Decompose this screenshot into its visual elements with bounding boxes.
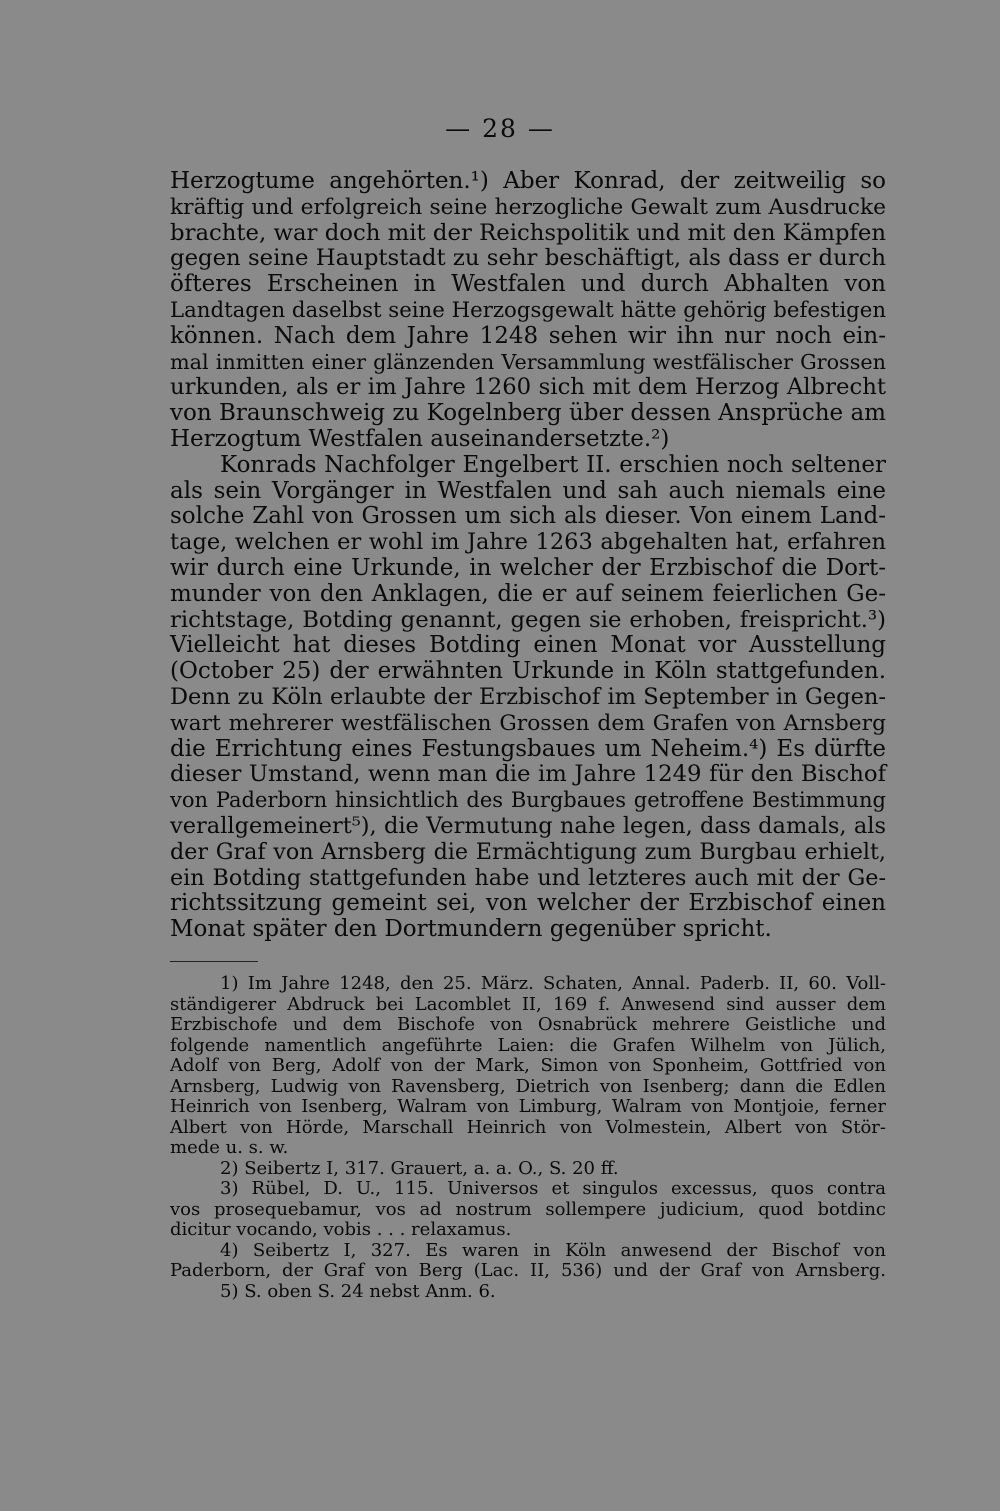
text-line: der Graf von Arnsberg die Ermächtigung zum Burgbau erhielt, bbox=[170, 838, 886, 865]
footnote-line: Arnsberg, Ludwig von Ravensberg, Dietrich von Isenberg; dann die Edlen bbox=[170, 1075, 886, 1097]
text-line: gegen seine Hauptstadt zu sehr beschäftigt, als dass er durch bbox=[170, 245, 886, 272]
page-number: — 28 — bbox=[445, 114, 555, 143]
main-text bbox=[170, 169, 886, 943]
footnotes bbox=[170, 974, 886, 1302]
text-line: wir durch eine Urkunde, in welcher der Erzbischof die Dort- bbox=[170, 554, 886, 581]
text-line: von Braunschweig zu Kogelnberg über dessen Ansprüche am bbox=[170, 400, 886, 427]
text-line: dieser Umstand, wenn man die im Jahre 1249 für den Bischof bbox=[170, 761, 886, 788]
footnote-line: ständigerer Abdruck bei Lacomblet II, 169 f. Anwesend sind ausser dem bbox=[170, 993, 886, 1015]
footnote-line: folgende namentlich angeführte Laien: die Grafen Wilhelm von Jülich, bbox=[170, 1034, 886, 1056]
footnote-line: mede u. s. w. bbox=[170, 1137, 289, 1158]
text-line: Denn zu Köln erlaubte der Erzbischof im September in Gegen- bbox=[170, 683, 886, 710]
text-line: können. Nach dem Jahre 1248 sehen wir ihn nur noch ein- bbox=[170, 322, 886, 349]
footnote-line: 3) Rübel, D. U., 115. Universos et singulos excessus, quos contra bbox=[220, 1178, 886, 1199]
footnote-line: vos prosequebamur, vos ad nostrum sollempere judicium, quod botdinc bbox=[170, 1198, 886, 1220]
text-line: von Paderborn hinsichtlich des Burgbaues getroffene Bestimmung bbox=[170, 788, 886, 813]
footnote-line: Heinrich von Isenberg, Walram von Limburg, Walram von Montjoie, ferner bbox=[170, 1096, 886, 1117]
footnote-line: Erzbischofe und dem Bischofe von Osnabrück mehrere Geistliche und bbox=[170, 1014, 886, 1035]
footnote-line: 5) S. oben S. 24 nebst Anm. 6. bbox=[220, 1280, 496, 1302]
footnote-line: Paderborn, der Graf von Berg (Lac. II, 536) und der Graf von Arnsberg. bbox=[170, 1260, 886, 1281]
footnote-line: 4) Seibertz I, 327. Es waren in Köln anwesend der Bischof von bbox=[220, 1239, 886, 1261]
text-line: munder von den Anklagen, die er auf seinem feierlichen Ge- bbox=[170, 580, 886, 607]
text-line: Landtagen daselbst seine Herzogsgewalt hätte gehörig befestigen bbox=[170, 297, 886, 323]
text-line: Vielleicht hat dieses Botding einen Monat vor Ausstellung bbox=[170, 632, 886, 659]
text-line: urkunden, als er im Jahre 1260 sich mit dem Herzog Albrecht bbox=[170, 374, 886, 401]
text-line: kräftig und erfolgreich seine herzogliche Gewalt zum Ausdrucke bbox=[170, 194, 886, 220]
text-line: richtssitzung gemeint sei, von welcher der Erzbischof einen bbox=[170, 890, 886, 917]
text-line: Herzogtume angehörten.¹) Aber Konrad, der zeitweilig so bbox=[170, 168, 886, 194]
text-line: (October 25) der erwähnten Urkunde in Köln stattgefunden. bbox=[170, 658, 886, 685]
text-line: richtstage, Botding genannt, gegen sie erhoben, freispricht.³) bbox=[170, 606, 886, 633]
text-line: Herzogtum Westfalen auseinandersetzte.²) bbox=[170, 425, 670, 452]
footnote-divider bbox=[170, 961, 258, 962]
text-line: ein Botding stattgefunden habe und letzteres auch mit der Ge- bbox=[170, 864, 886, 891]
text-line: Konrads Nachfolger Engelbert II. erschien noch seltener bbox=[220, 451, 886, 478]
text-line: Monat später den Dortmundern gegenüber spricht. bbox=[170, 916, 772, 943]
text-line: solche Zahl von Grossen um sich als dieser. Von einem Land- bbox=[170, 503, 886, 530]
text-line: wart mehrerer westfälischen Grossen dem Grafen von Arnsberg bbox=[170, 710, 886, 736]
text-line: die Errichtung eines Festungsbaues um Neheim.⁴) Es dürfte bbox=[170, 735, 886, 762]
text-line: mal inmitten einer glänzenden Versammlung westfälischer Grossen bbox=[170, 349, 886, 374]
text-line: öfteres Erscheinen in Westfalen und durch Abhalten von bbox=[170, 271, 886, 298]
footnote-line: 2) Seibertz I, 317. Grauert, a. a. O., S. 20 ff. bbox=[220, 1157, 619, 1179]
text-line: brachte, war doch mit der Reichspolitik und mit den Kämpfen bbox=[170, 219, 886, 246]
footnote-line: Albert von Hörde, Marschall Heinrich von Volmestein, Albert von Stör- bbox=[170, 1116, 886, 1138]
footnote-line: Adolf von Berg, Adolf von der Mark, Simon von Sponheim, Gottfried von bbox=[170, 1055, 886, 1076]
text-line: als sein Vorgänger in Westfalen und sah auch niemals eine bbox=[170, 477, 886, 504]
footnote-line: 1) Im Jahre 1248, den 25. März. Schaten, Annal. Paderb. II, 60. Voll- bbox=[220, 973, 886, 994]
text-line: tage, welchen er wohl im Jahre 1263 abgehalten hat, erfahren bbox=[170, 529, 886, 556]
text-line: verallgemeinert⁵), die Vermutung nahe legen, dass damals, als bbox=[170, 812, 886, 839]
footnote-line: dicitur vocando, vobis . . . relaxamus. bbox=[170, 1219, 512, 1240]
